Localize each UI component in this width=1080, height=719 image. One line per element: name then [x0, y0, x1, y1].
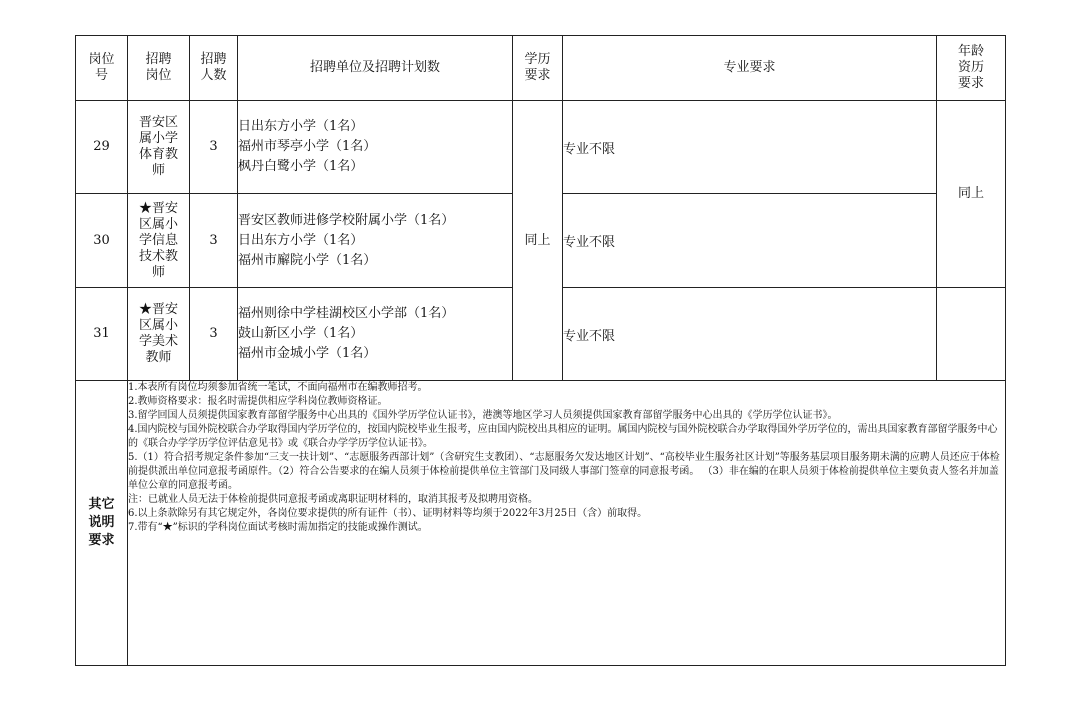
- unit-item: 福州则徐中学桂湖校区小学部（1名）: [238, 306, 455, 321]
- header-major: 专业要求: [563, 36, 937, 101]
- unit-list: [238, 101, 513, 194]
- header-position: 招聘岗位: [128, 36, 190, 101]
- empty-cell: [937, 288, 1006, 381]
- note-item: 4.国内院校与国外院校联合办学取得国内学历学位的，按国内院校毕业生报考，应由国内院校出具相应的证明。属国内院校与国外院校联合办学取得国外学历学位的，需出具国家教育部留学服务中心的《联合办学学历学位评估意见书》或《联合办学学历学位认证书》。: [128, 424, 998, 449]
- other-requirements-label: 其它说明要求: [76, 381, 128, 666]
- unit-item: 福州市金城小学（1名）: [238, 346, 377, 361]
- unit-item: 晋安区教师进修学校附属小学（1名）: [238, 212, 455, 228]
- recruitment-table: [75, 35, 1006, 666]
- unit-list: [238, 288, 513, 381]
- note-item: 3.留学回国人员须提供国家教育部留学服务中心出具的《国外学历学位认证书》，港澳等地区学习人员须提供国家教育部留学服务中心出具的《学历学位认证书》。: [128, 410, 838, 421]
- header-row: [76, 36, 1006, 101]
- hire-count: 3: [190, 101, 238, 194]
- hire-count: 3: [190, 288, 238, 381]
- hire-count: 3: [190, 194, 238, 288]
- unit-item: 福州市廨院小学（1名）: [238, 252, 377, 268]
- table-row: [76, 101, 1006, 194]
- header-units: 招聘单位及招聘计划数: [238, 36, 513, 101]
- unit-item: 日出东方小学（1名）: [238, 232, 364, 248]
- unit-item: 鼓山新区小学（1名）: [238, 326, 364, 341]
- unit-item: 枫丹白鹭小学（1名）: [238, 159, 364, 174]
- header-post-no: 岗位号: [76, 36, 128, 101]
- note-item: 5.（1）符合招考规定条件参加“三支一扶计划”、“志愿服务西部计划”（含研究生支教团）、“志愿服务欠发达地区计划”、“高校毕业生服务社区计划”等服务基层项目服务期未满的应聘人员还应于体检前提供派出单位同意报考函原件。（2）符合公告要求的在编人员须于体检前提供单位主管部门及同级人事部门签章的同意报考函。 （3）非在编的在职人员须于体检前提供单位主要负责人签名并加盖单位公章的同意报考函。: [128, 452, 1000, 491]
- post-name: 晋安区属小学体育教师: [128, 101, 190, 194]
- header-education: 学历要求: [513, 36, 563, 101]
- note-item: 2.教师资格要求：报名时需提供相应学科岗位教师资格证。: [128, 396, 388, 407]
- unit-item: 日出东方小学（1名）: [238, 119, 364, 134]
- header-count: 招聘人数: [190, 36, 238, 101]
- post-name: ★晋安区属小学信息技术教师: [128, 194, 190, 288]
- unit-list: [238, 194, 513, 288]
- unit-item: 福州市琴亭小学（1名）: [238, 139, 377, 154]
- note-item: 7.带有“★”标识的学科岗位面试考核时需加指定的技能或操作测试。: [128, 522, 428, 533]
- note-item: 1.本表所有岗位均须参加省统一笔试，不面向福州市在编教师招考。: [128, 382, 428, 393]
- post-number: 29: [76, 101, 128, 194]
- major-requirement: 专业不限: [563, 288, 937, 381]
- major-requirement: 专业不限: [563, 101, 937, 194]
- note-item: 注：已就业人员无法于体检前提供同意报考函或离职证明材料的，取消其报考及拟聘用资格。: [128, 494, 538, 505]
- post-number: 31: [76, 288, 128, 381]
- note-item: 6.以上条款除另有其它规定外，各岗位要求提供的所有证件（书）、证明材料等均须于2022年3月25日（含）前取得。: [128, 508, 648, 519]
- age-requirement: 同上: [937, 101, 1006, 288]
- notes-content: [128, 381, 1006, 666]
- notes-row: [76, 381, 1006, 666]
- post-number: 30: [76, 194, 128, 288]
- education-requirement: 同上: [513, 101, 563, 381]
- major-requirement: 专业不限: [563, 194, 937, 288]
- header-age: 年龄资历要求: [937, 36, 1006, 101]
- post-name: ★晋安区属小学美术教师: [128, 288, 190, 381]
